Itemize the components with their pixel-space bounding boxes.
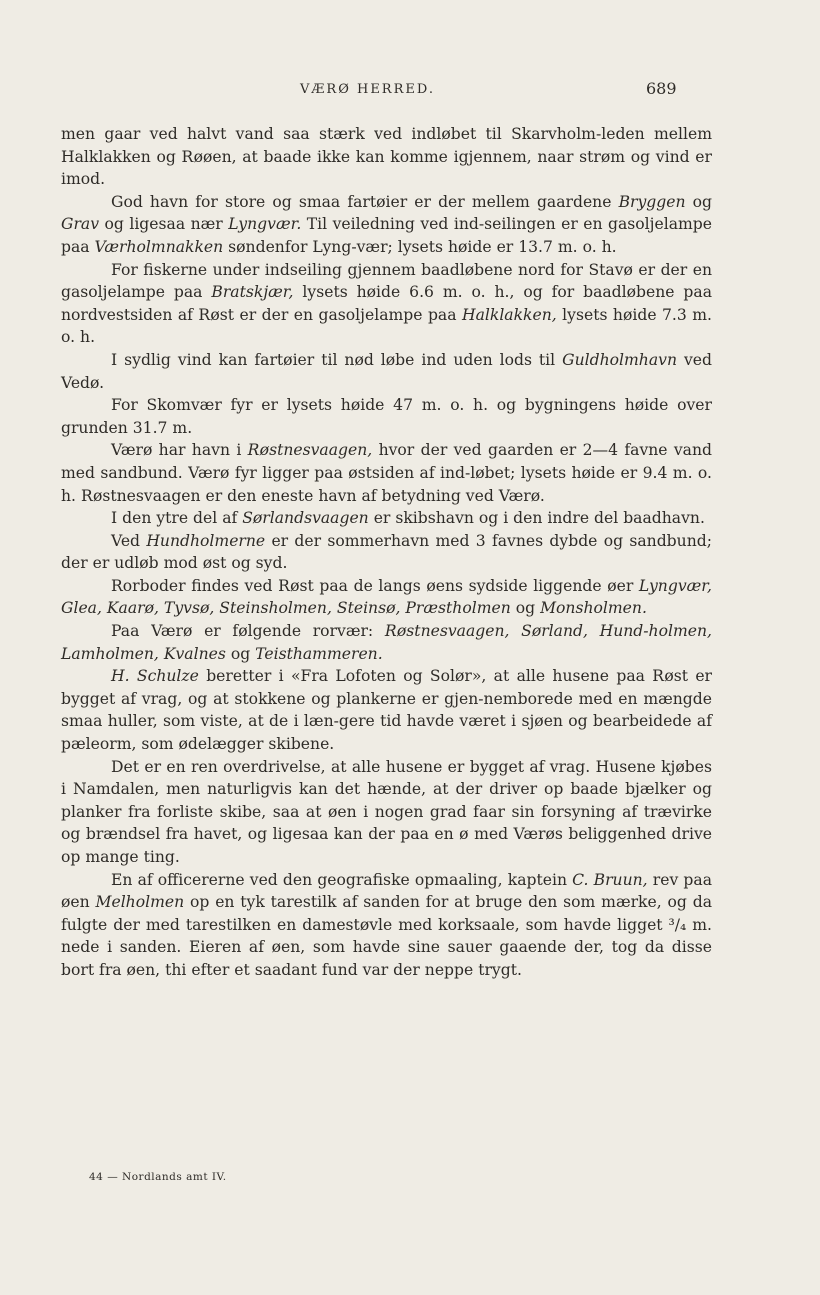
paragraph — [61, 620, 712, 665]
italic-term: Bratskjær, — [211, 283, 294, 302]
italic-term: Teisthammeren. — [255, 644, 383, 663]
italic-term: Guldholmhavn — [562, 350, 677, 369]
text-run: ved Vedø. — [61, 350, 712, 392]
text-run: søndenfor Lyng-vær; lysets høide er 13.7 m. o. h. — [223, 237, 617, 256]
italic-term: H. Schulze — [111, 667, 199, 686]
page-number: 689 — [646, 79, 677, 98]
italic-term: C. Bruun, — [572, 870, 648, 889]
italic-term: Røstnesvaagen, — [247, 441, 373, 460]
italic-term: Steinsholmen, — [219, 599, 332, 618]
italic-term: Kaarø, — [106, 599, 159, 618]
paragraph — [61, 530, 712, 575]
italic-term: Halklakken, — [461, 305, 557, 324]
text-run: er skibshavn og i den indre del baadhavn. — [368, 509, 705, 528]
italic-term: Røstnesvaagen, — [384, 622, 510, 641]
text-run: Paa Værø er følgende rorvær: — [111, 622, 385, 641]
text-run: Det er en ren overdrivelse, at alle husene er bygget af vrag. Husene kjøbes i Namdalen, men naturligvis kan det hænde, at der driver op baade bjælker og planker fra forliste skibe, saa at øen i nogen grad faar sin forsyning af trævirke og brændsel fra havet, og ligesaa kan der paa en ø med Værøs beliggenhed drive op mange ting. — [61, 757, 712, 866]
italic-term: Sørland, — [521, 622, 588, 641]
text-run: lysets høide 7.3 m. o. h. — [61, 305, 713, 347]
paragraph — [61, 665, 712, 755]
paragraph — [61, 394, 712, 439]
italic-term: Kvalnes — [163, 644, 226, 663]
italic-term: Melholmen — [95, 893, 185, 912]
italic-term: Tyvsø, — [163, 599, 215, 618]
italic-term: Grav — [61, 215, 100, 234]
italic-term: Hund-holmen, — [599, 622, 712, 641]
paragraph — [61, 191, 712, 259]
italic-term: Glea, — [61, 599, 102, 618]
text-run: I sydlig vind kan fartøier til nød løbe ind uden lods til — [111, 350, 563, 369]
text-run: For fiskerne under indseiling gjennem baadløbene nord for Stavø er der en gasoljelampe paa — [61, 260, 712, 302]
text-run: lysets høide 6.6 m. o. h., og for baadløbene paa nordvestsiden af Røst er der en gasoljelampe paa — [61, 283, 712, 324]
text-run: God havn for store og smaa fartøier er der mellem gaardene — [111, 192, 619, 211]
paragraph — [61, 439, 712, 507]
running-header — [0, 79, 820, 102]
paragraph — [61, 869, 712, 982]
footer-signature: 44 — Nordlands amt IV. — [89, 1171, 227, 1183]
text-run: beretter i «Fra Lofoten og Solør», at alle husene paa Røst er bygget af vrag, og at stokkene og plankerne er gjen-nemborede med en mængde smaa huller, som viste, at de i læn-gere tid havde været i sjøen og bearbeidede af pæleorm, som ødelægger skibene. — [61, 667, 712, 754]
paragraph — [61, 756, 712, 869]
italic-term: Steinsø, — [336, 599, 401, 618]
italic-term: Lyngvær. — [228, 215, 302, 234]
text-run: Rorboder findes ved Røst paa de langs øens sydside liggende øer — [111, 576, 639, 595]
text-run: og — [510, 599, 541, 618]
text-run — [588, 622, 600, 640]
text-run: er der sommerhavn med 3 favnes dybde og sandbund; der er udløb mod øst og syd. — [61, 531, 712, 573]
italic-term: Bryggen — [618, 192, 686, 211]
paragraph — [61, 259, 712, 349]
text-run: Værø har havn i — [111, 441, 248, 460]
text-run: Til veiledning ved ind-seilingen er en gasoljelampe paa — [61, 215, 712, 256]
text-run: og — [685, 192, 713, 211]
italic-term: Præstholmen — [405, 599, 511, 618]
text-run: En af officererne ved den geografiske opmaaling, kaptein — [111, 870, 573, 889]
italic-term: Monsholmen. — [540, 599, 647, 618]
text-run: men gaar ved halvt vand saa stærk ved indløbet til Skarvholm-leden mellem Halklakken og Røøen, at baade ikke kan komme igjennem, naar strøm og vind er imod. — [61, 125, 712, 189]
paragraph — [61, 575, 712, 620]
italic-term: Sørlandsvaagen — [242, 509, 369, 528]
italic-term: Lyngvær, — [638, 576, 712, 595]
text-run: og ligesaa nær — [99, 215, 229, 234]
text-run: hvor der ved gaarden er 2—4 favne vand med sandbund. Værø fyr ligger paa østsiden af ind-løbet; lysets høide er 9.4 m. o. h. Røstnesvaagen er den eneste havn af betydning ved Værø. — [61, 441, 712, 505]
text-run: rev paa øen — [61, 870, 713, 912]
text-run — [509, 622, 521, 640]
paragraph — [61, 507, 712, 530]
text-run: For Skomvær fyr er lysets høide 47 m. o. h. og bygningens høide over grunden 31.7 m. — [61, 396, 712, 437]
text-run: I den ytre del af — [111, 509, 243, 528]
text-run: og — [225, 644, 256, 663]
italic-term: Lamholmen, — [61, 644, 159, 663]
body-text — [61, 123, 712, 982]
italic-term: Værholmnakken — [94, 237, 224, 256]
text-run: op en tyk tarestilk af sanden for at bruge den som mærke, og da fulgte der med tarestilken en damestøvle med korksaale, som havde ligget ³/₄ m. nede i sanden. Eieren af øen, som havde sine sauer gaaende der, tog da disse bort fra øen, thi efter et saadant fund var der neppe trygt. — [61, 893, 712, 979]
italic-term: Hundholmerne — [146, 531, 266, 550]
paragraph — [61, 123, 712, 191]
paragraph — [61, 349, 712, 394]
text-run: Ved — [111, 531, 147, 550]
chapter-title: VÆRØ HERRED. — [300, 82, 435, 97]
